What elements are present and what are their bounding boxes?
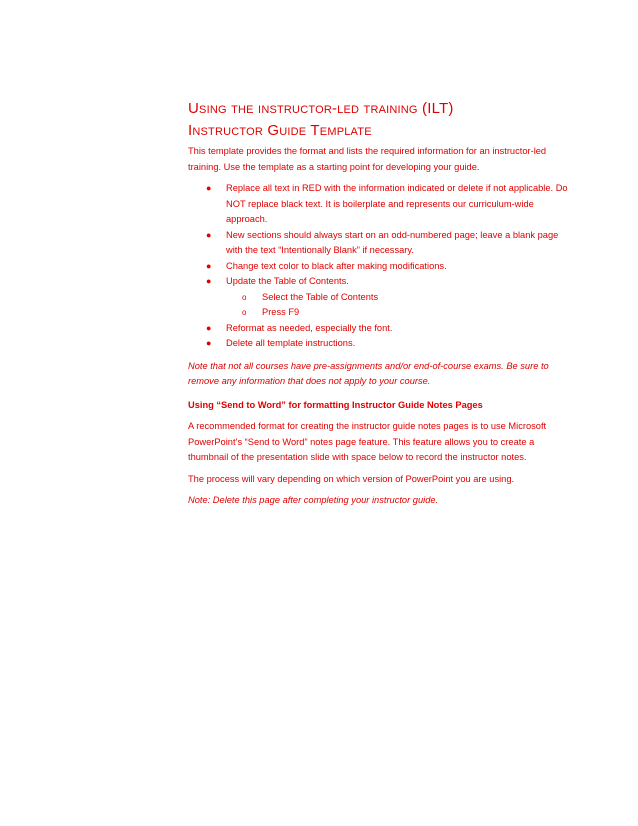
list-item: ● Change text color to black after making modifications. <box>188 259 568 275</box>
circle-bullet-icon: o <box>242 308 247 317</box>
process-paragraph: The process will vary depending on which version of PowerPoint you are using. <box>188 473 515 484</box>
sub-list <box>226 290 568 321</box>
page-content <box>188 98 568 509</box>
bullet-icon: ● <box>206 322 212 333</box>
recommendation-paragraph: A recommended format for creating the instructor guide notes pages is to use Microsoft PowerPoint’s “Send to Word” notes page feature. This feature allows you to create a thumbnail of the presentation slide with space below to record the instructor notes. <box>188 421 547 462</box>
bullet-icon: ● <box>206 260 212 271</box>
bullet-icon: ● <box>206 183 212 193</box>
sub-list-item: o Select the Table of Contents <box>226 290 568 306</box>
section-heading: Using “Send to Word” for formatting Instructor Guide Notes Pages <box>188 399 483 410</box>
intro-paragraph: This template provides the format and lists the required information for an instructor-led training. Use the template as a starting point for developing your guide. <box>188 146 547 172</box>
page-title <box>188 98 568 142</box>
course-note: Note that not all courses have pre-assignments and/or end-of-course exams. Be sure to remove any information that does not apply to your course. <box>188 360 549 386</box>
list-item: ● Replace all text in RED with the information indicated or delete if not applicable. Do NOT replace black text. It is boilerplate and represents our curriculum-wide approach. <box>206 183 568 224</box>
title-line-1: Using the instructor-led training (ILT) <box>188 100 454 117</box>
title-line-2: Instructor Guide Template <box>188 122 372 139</box>
bullet-icon: ● <box>206 229 212 240</box>
list-item: ● Reformat as needed, especially the font. <box>188 321 568 337</box>
sub-list-item: o Press F9 <box>226 305 568 321</box>
list-item: ● New sections should always start on an odd-numbered page; leave a blank page with the text “Intentionally Blank” if necessary. <box>206 229 559 255</box>
instruction-list <box>188 181 568 352</box>
circle-bullet-icon: o <box>242 292 247 302</box>
bullet-icon: ● <box>206 276 212 286</box>
list-item: ● Delete all template instructions. <box>188 336 568 352</box>
delete-note: Note: Delete this page after completing your instructor guide. <box>188 495 439 505</box>
list-item: ● Update the Table of Contents. o Select the Table of Contents o Press F9 <box>188 274 568 321</box>
bullet-icon: ● <box>206 338 212 348</box>
